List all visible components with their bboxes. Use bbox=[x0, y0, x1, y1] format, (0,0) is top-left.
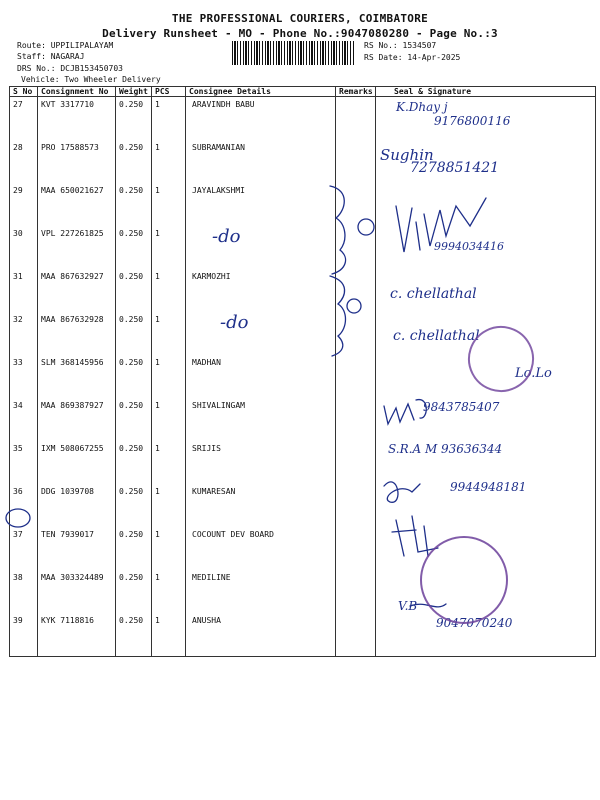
row-weight: 0.250 bbox=[116, 312, 152, 355]
col-pcs: PCS bbox=[152, 87, 186, 97]
handwritten-signature: c. chellathal bbox=[393, 328, 480, 344]
row-pcs: 1 bbox=[152, 226, 186, 269]
staff-label: Staff: NAGARAJ bbox=[17, 52, 85, 61]
col-remarks: Remarks bbox=[336, 87, 376, 97]
row-consignee: JAYALAKSHMI bbox=[186, 183, 336, 226]
drs-number: DRS No.: DCJB153450703 bbox=[17, 64, 123, 73]
row-sno: 34 bbox=[10, 398, 38, 441]
row-consignment-no: DDG 1039708 bbox=[38, 484, 116, 527]
ditto-mark: -do bbox=[212, 226, 241, 247]
row-consignment-no: SLM 368145956 bbox=[38, 355, 116, 398]
col-signature: Seal & Signature bbox=[376, 87, 596, 97]
row-sno: 39 bbox=[10, 613, 38, 657]
row-consignment-no: MAA 303324489 bbox=[38, 570, 116, 613]
row-pcs: 1 bbox=[152, 484, 186, 527]
row-weight: 0.250 bbox=[116, 484, 152, 527]
row-sno: 31 bbox=[10, 269, 38, 312]
handwritten-signature: S.R.A M 93636344 bbox=[388, 442, 503, 456]
row-sno: 29 bbox=[10, 183, 38, 226]
row-consignee: ANUSHA bbox=[186, 613, 336, 657]
handwritten-signature: Sughin bbox=[380, 146, 434, 164]
row-pcs: 1 bbox=[152, 570, 186, 613]
row-pcs: 1 bbox=[152, 97, 186, 141]
row-consignment-no: MAA 869387927 bbox=[38, 398, 116, 441]
row-consignee: MEDILINE bbox=[186, 570, 336, 613]
col-consignee: Consignee Details bbox=[186, 87, 336, 97]
handwritten-phone: 9047070240 bbox=[436, 616, 513, 630]
row-weight: 0.250 bbox=[116, 226, 152, 269]
seal-stamp-icon bbox=[420, 536, 508, 624]
row-pcs: 1 bbox=[152, 441, 186, 484]
row-weight: 0.250 bbox=[116, 398, 152, 441]
row-consignment-no: KYK 7118816 bbox=[38, 613, 116, 657]
row-weight: 0.250 bbox=[116, 97, 152, 141]
row-consignment-no: PRO 17588573 bbox=[38, 140, 116, 183]
row-pcs: 1 bbox=[152, 613, 186, 657]
row-consignee: COCOUNT DEV BOARD bbox=[186, 527, 336, 570]
row-consignee: SRIJIS bbox=[186, 441, 336, 484]
col-weight: Weight bbox=[116, 87, 152, 97]
row-pcs: 1 bbox=[152, 398, 186, 441]
handwritten-signature: V.B bbox=[398, 599, 418, 613]
row-pcs: 1 bbox=[152, 269, 186, 312]
row-weight: 0.250 bbox=[116, 140, 152, 183]
row-sno: 35 bbox=[10, 441, 38, 484]
row-sno: 36 bbox=[10, 484, 38, 527]
row-weight: 0.250 bbox=[116, 613, 152, 657]
row-sno: 32 bbox=[10, 312, 38, 355]
runsheet-subtitle: Delivery Runsheet - MO - Phone No.:9047080280 - Page No.:3 bbox=[102, 27, 498, 40]
row-pcs: 1 bbox=[152, 355, 186, 398]
route-label: Route: UPPILIPALAYAM bbox=[17, 41, 114, 50]
vehicle-label: Vehicle: Two Wheeler Delivery bbox=[21, 75, 161, 84]
row-weight: 0.250 bbox=[116, 527, 152, 570]
row-consignment-no: IXM 508067255 bbox=[38, 441, 116, 484]
handwritten-phone: 9843785407 bbox=[423, 400, 500, 414]
row-sno: 30 bbox=[10, 226, 38, 269]
company-title: THE PROFESSIONAL COURIERS, COIMBATORE bbox=[171, 12, 429, 25]
handwritten-phone: 9994034416 bbox=[434, 240, 504, 253]
rs-number: RS No.: 1534507 bbox=[364, 41, 437, 50]
row-weight: 0.250 bbox=[116, 441, 152, 484]
col-sno: S No bbox=[10, 87, 38, 97]
row-consignment-no: TEN 7939017 bbox=[38, 527, 116, 570]
row-weight: 0.250 bbox=[116, 269, 152, 312]
row-consignment-no: MAA 867632928 bbox=[38, 312, 116, 355]
row-consignment-no: MAA 650021627 bbox=[38, 183, 116, 226]
row-weight: 0.250 bbox=[116, 355, 152, 398]
row-consignee: KARMOZHI bbox=[186, 269, 336, 312]
row-consignment-no: MAA 867632927 bbox=[38, 269, 116, 312]
row-consignee: ARAVINDH BABU bbox=[186, 97, 336, 141]
row-weight: 0.250 bbox=[116, 183, 152, 226]
ditto-mark: -do bbox=[220, 312, 249, 333]
handwritten-phone: 9176800116 bbox=[434, 114, 511, 128]
row-weight: 0.250 bbox=[116, 570, 152, 613]
row-sno: 37 bbox=[10, 527, 38, 570]
row-pcs: 1 bbox=[152, 312, 186, 355]
row-consignment-no: VPL 227261825 bbox=[38, 226, 116, 269]
row-sno: 28 bbox=[10, 140, 38, 183]
row-sno: 38 bbox=[10, 570, 38, 613]
handwritten-signature: c. chellathal bbox=[390, 286, 477, 302]
row-consignee: SHIVALINGAM bbox=[186, 398, 336, 441]
row-consignee: MADHAN bbox=[186, 355, 336, 398]
row-sno: 27 bbox=[10, 97, 38, 141]
row-consignment-no: KVT 3317710 bbox=[38, 97, 116, 141]
row-pcs: 1 bbox=[152, 527, 186, 570]
row-consignee: KUMARESAN bbox=[186, 484, 336, 527]
rs-date: RS Date: 14-Apr-2025 bbox=[364, 53, 461, 62]
handwritten-phone: 7278851421 bbox=[410, 160, 500, 176]
col-consignment: Consignment No bbox=[38, 87, 116, 97]
handwritten-phone: 9944948181 bbox=[450, 480, 527, 494]
row-pcs: 1 bbox=[152, 140, 186, 183]
row-pcs: 1 bbox=[152, 183, 186, 226]
handwritten-signature: Lo.Lo bbox=[515, 366, 552, 381]
handwritten-signature: K.Dhay j bbox=[396, 100, 448, 114]
row-sno: 33 bbox=[10, 355, 38, 398]
row-consignee: SUBRAMANIAN bbox=[186, 140, 336, 183]
